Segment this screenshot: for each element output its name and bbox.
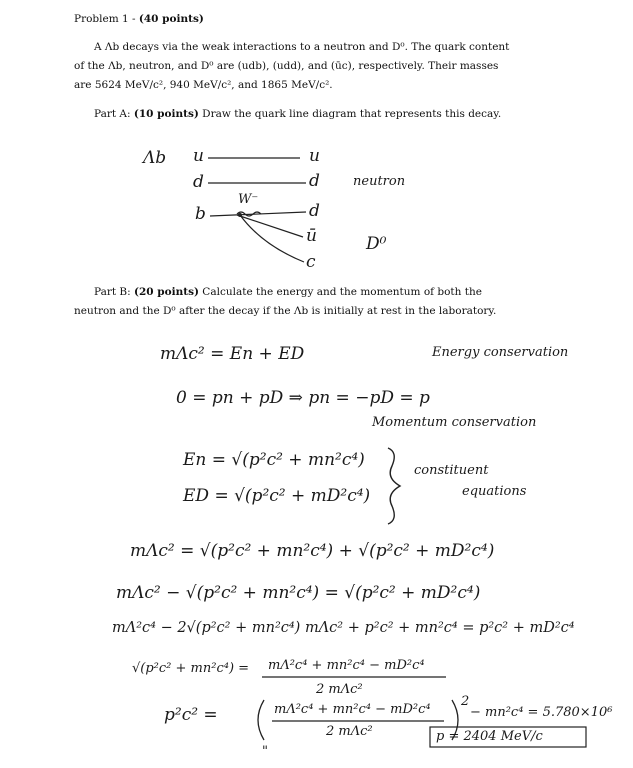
left-quark-d: d	[193, 172, 204, 192]
momentum-conservation-eq: 0 = pn + pD ⇒ pn = −pD = p	[176, 388, 430, 408]
solution-step-3: mΛ²c⁴ − 2√(p²c² + mn²c⁴) mΛc² + p²c² + mn²c⁴ = p²c² + mD²c⁴	[112, 620, 575, 636]
right-quark-d2: d	[309, 201, 320, 221]
part-b-points: (20 points)	[134, 286, 199, 298]
right-quark-c: c	[306, 252, 316, 272]
right-quark-u: u	[309, 146, 320, 166]
part-b-label: Part B:	[94, 286, 135, 298]
momentum-conservation-note: Momentum conservation	[372, 415, 537, 430]
intro-line-3: are 5624 MeV/c², 940 MeV/c², and 1865 MeV/c².	[74, 79, 333, 91]
open-paren	[258, 700, 264, 740]
part-b-line-1: Calculate the energy and the momentum of both the	[198, 286, 482, 298]
left-quark-u: u	[193, 146, 204, 166]
solution-step-2: mΛc² − √(p²c² + mn²c⁴) = √(p²c² + mD²c⁴)	[116, 583, 481, 603]
footer-mark: "	[262, 744, 268, 759]
part-b-line-2: neutron and the D⁰ after the decay if the Λb is initially at rest in the laboratory.	[74, 305, 497, 317]
problem-title: Problem 1 -	[74, 13, 139, 25]
d0-label: D⁰	[366, 234, 387, 254]
solution-step-5-denominator: 2 mΛc²	[326, 724, 373, 739]
solution-step-5-numerator: mΛ²c⁴ + mn²c⁴ − mD²c⁴	[274, 702, 431, 717]
w-boson-label: W⁻	[238, 192, 259, 207]
right-quark-ubar: ū	[306, 226, 317, 246]
problem-points: (40 points)	[138, 13, 204, 25]
part-a-label: Part A:	[94, 108, 134, 120]
solution-step-5-lhs: p²c² =	[164, 705, 218, 725]
solution-step-4-denominator: 2 mΛc²	[316, 682, 363, 697]
final-answer: p = 2404 MeV/c	[436, 729, 543, 744]
constituent-note: constituent	[414, 463, 489, 478]
solution-step-5-exponent: 2	[461, 694, 470, 709]
solution-step-4-lhs: √(p²c² + mn²c⁴) =	[132, 661, 250, 676]
part-a-points: (10 points)	[133, 108, 199, 120]
energy-conservation-note: Energy conservation	[432, 345, 569, 360]
right-quark-d1: d	[309, 171, 320, 191]
part-a-text: Draw the quark line diagram that represents this decay.	[198, 108, 502, 120]
intro-line-1: A Λb decays via the weak interactions to a neutron and D⁰. The quark content	[94, 41, 510, 53]
neutron-energy-eq: En = √(p²c² + mn²c⁴)	[183, 450, 365, 470]
energy-conservation-eq: mΛc² = En + ED	[160, 344, 305, 364]
d0-energy-eq: ED = √(p²c² + mD²c⁴)	[183, 486, 371, 506]
solution-step-5-rhs: − mn²c⁴ = 5.780×10⁶	[470, 705, 613, 720]
neutron-label: neutron	[353, 174, 406, 189]
solution-step-1: mΛc² = √(p²c² + mn²c⁴) + √(p²c² + mD²c⁴)	[130, 541, 495, 561]
left-quark-b: b	[195, 204, 206, 224]
solution-step-4-numerator: mΛ²c⁴ + mn²c⁴ − mD²c⁴	[268, 658, 425, 673]
lambda-b-label: Λb	[143, 148, 167, 168]
intro-line-2: of the Λb, neutron, and D⁰ are (udb), (udd), and (ūc), respectively. Their masses	[74, 60, 499, 72]
equations-note: equations	[462, 484, 527, 499]
